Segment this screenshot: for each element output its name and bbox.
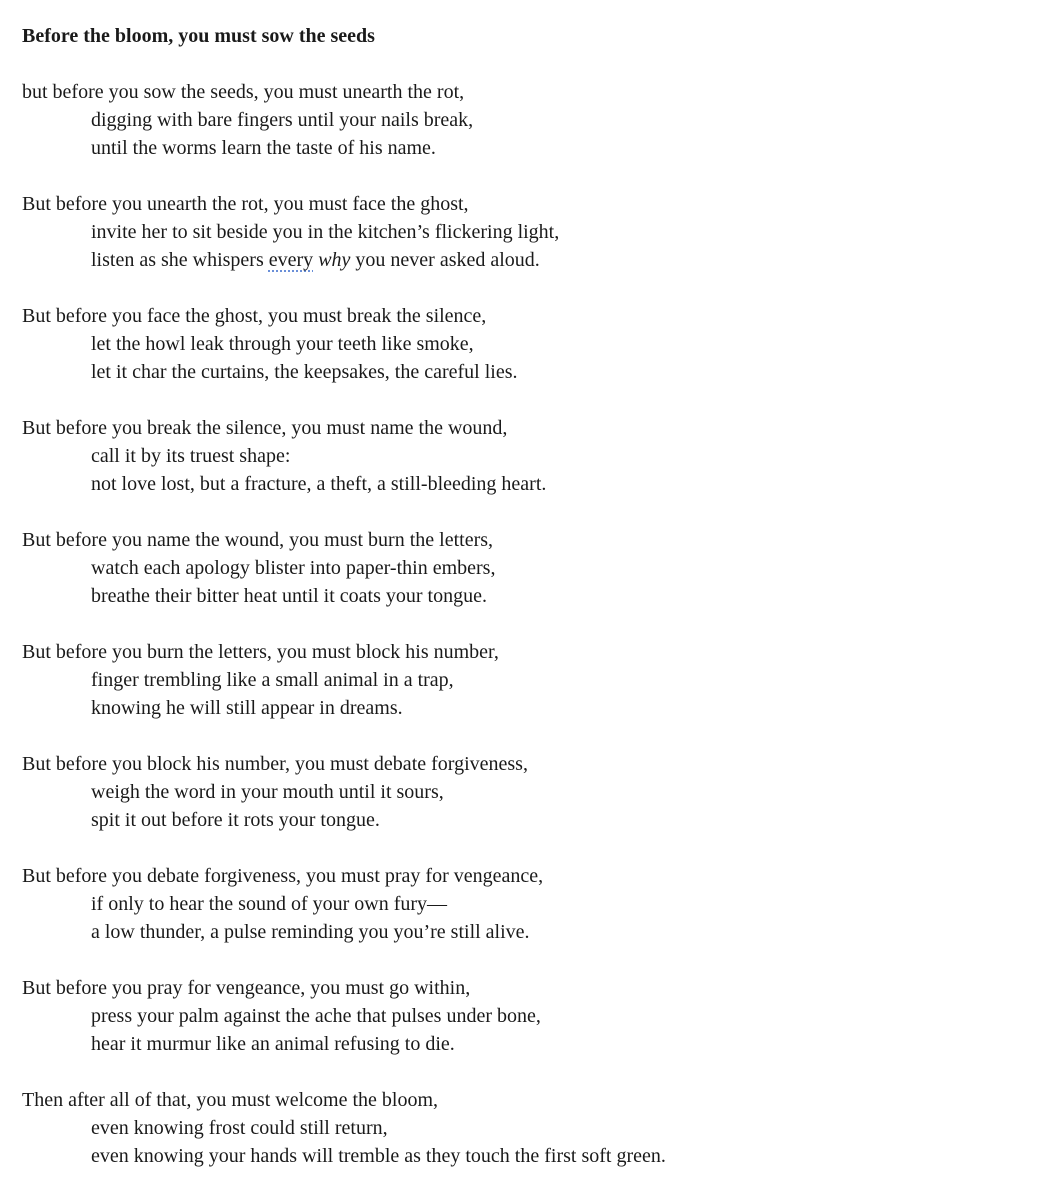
stanza [22,414,1042,498]
stanza [22,638,1042,722]
poem-line: But before you burn the letters, you must block his number, [22,641,499,663]
poem-line: knowing he will still appear in dreams. [91,697,403,719]
poem-line: But before you face the ghost, you must break the silence, [22,305,487,327]
poem-line: But before you unearth the rot, you must face the ghost, [22,193,469,215]
poem [22,22,1042,1170]
poem-line: press your palm against the ache that pulses under bone, [91,1005,541,1027]
poem-line: digging with bare fingers until your nails break, [91,109,474,131]
stanza [22,862,1042,946]
poem-line: But before you break the silence, you must name the wound, [22,417,508,439]
stanza [22,974,1042,1058]
poem-line: watch each apology blister into paper-thin embers, [91,557,496,579]
poem-line: hear it murmur like an animal refusing to die. [91,1033,455,1055]
poem-line: But before you name the wound, you must burn the letters, [22,529,494,551]
line-text: you never asked aloud. [350,249,540,271]
poem-line: invite her to sit beside you in the kitchen’s flickering light, [91,221,560,243]
poem-line: even knowing your hands will tremble as they touch the first soft green. [91,1145,666,1167]
poem-line: spit it out before it rots your tongue. [91,809,380,831]
poem-title: Before the bloom, you must sow the seeds [22,25,375,47]
stanza [22,526,1042,610]
stanza [22,302,1042,386]
poem-line: until the worms learn the taste of his name. [91,137,436,159]
poem-line: Then after all of that, you must welcome the bloom, [22,1089,438,1111]
poem-line: But before you block his number, you must debate forgiveness, [22,753,528,775]
poem-line: let it char the curtains, the keepsakes, the careful lies. [91,361,518,383]
poem-line: But before you debate forgiveness, you must pray for vengeance, [22,865,544,887]
poem-line: call it by its truest shape: [91,445,291,467]
poem-line: but before you sow the seeds, you must unearth the rot, [22,81,465,103]
poem-line: a low thunder, a pulse reminding you you’re still alive. [91,921,530,943]
poem-line: weigh the word in your mouth until it sours, [91,781,444,803]
stanza [22,750,1042,834]
poem-line-with-emphasis [22,246,1042,274]
stanza [22,78,1042,162]
line-text: listen as she whispers [91,249,269,271]
spellcheck-marked-word[interactable]: every [268,249,314,271]
poem-line: breathe their bitter heat until it coats your tongue. [91,585,487,607]
poem-line: finger trembling like a small animal in a trap, [91,669,454,691]
poem-line: not love lost, but a fracture, a theft, a still-bleeding heart. [91,473,547,495]
stanza [22,1086,1042,1170]
stanza [22,190,1042,274]
poem-line: even knowing frost could still return, [91,1117,388,1139]
poem-line: let the howl leak through your teeth like smoke, [91,333,474,355]
poem-line: But before you pray for vengeance, you must go within, [22,977,471,999]
poem-line: if only to hear the sound of your own fury— [91,893,448,915]
italic-word: why [318,249,351,271]
